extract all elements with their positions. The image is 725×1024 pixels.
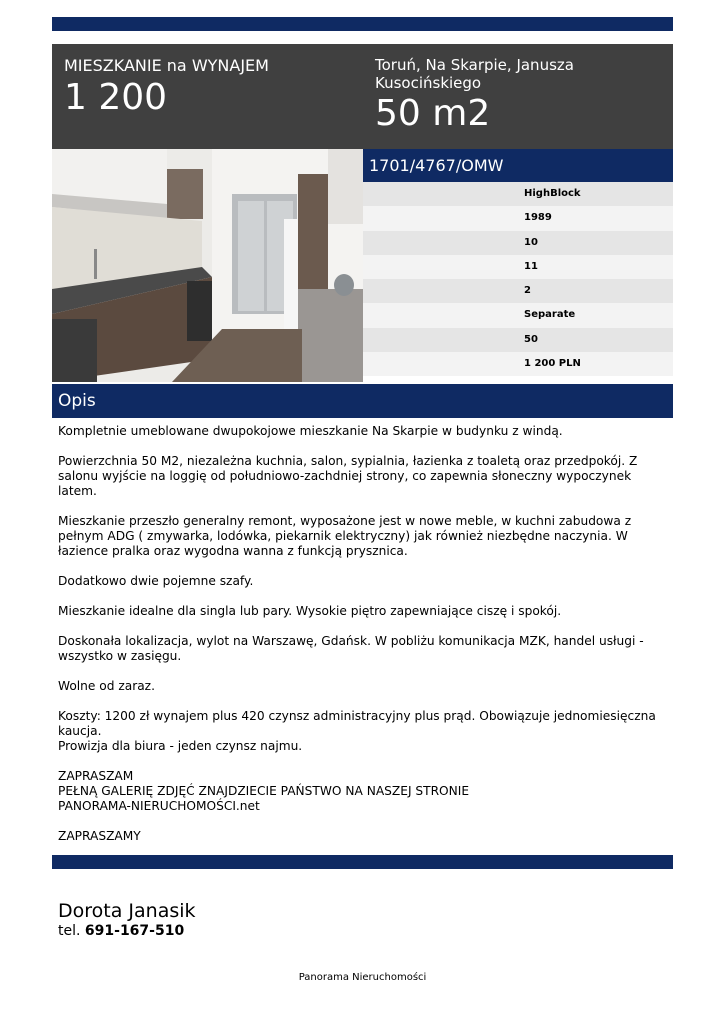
description-paragraph: Dodatkowo dwie pojemne szafy. [58, 574, 254, 588]
detail-row: 1 200 PLN [363, 352, 673, 376]
apartment-photo [52, 149, 363, 382]
description-paragraph: Mieszkanie przeszło generalny remont, wyposażone jest w nowe meble, w kuchni zabudowa z pełnym ADG ( zmywarka, lodówka, piekarnik elektryczny) jak również niezbędne naczynia. W łazience pralka oraz wygodna wanna z funkcją prysznica. [58, 514, 632, 558]
description-paragraph: Kompletnie umeblowane dwupokojowe mieszkanie Na Skarpie w budynku z windą. [58, 424, 563, 438]
detail-row: 11 [363, 255, 673, 279]
phone-number[interactable]: 691-167-510 [84, 923, 185, 939]
bottom-accent-bar [52, 855, 673, 869]
description-paragraph: Wolne od zaraz. [58, 679, 155, 693]
description-paragraph: Koszty: 1200 zł wynajem plus 420 czynsz administracyjny plus prąd. Obowiązuje jednomiesięczna kaucja. Prowizja dla biura - jeden czynsz najmu. [58, 709, 656, 753]
description-paragraph: ZAPRASZAM PEŁNĄ GALERIĘ ZDJĘĆ ZNAJDZIECIE PAŃSTWO NA NASZEJ STRONIE PANORAMA-NIERUCHOMOŚCI.net [58, 769, 470, 813]
phone-label: tel. [58, 923, 81, 939]
description-paragraph: Mieszkanie idealne dla singla lub pary. Wysokie piętro zapewniające ciszę i spokój. [58, 604, 562, 618]
top-accent-bar [52, 17, 673, 31]
price: 1 200 [64, 77, 168, 118]
listing-header [52, 44, 673, 149]
agent-name: Dorota Janasik [58, 900, 196, 922]
description-paragraph: Powierzchnia 50 M2, niezależna kuchnia, salon, sypialnia, łazienka z toaletą oraz przedpokój. Z salonu wyjście na loggię od południowo-zachdniej strony, co zapewnia słoneczny wypoczynek latem. [58, 454, 638, 498]
description-body [58, 424, 658, 859]
detail-row: 2 [363, 279, 673, 303]
deal-type: MIESZKANIE na WYNAJEM [64, 56, 269, 75]
agent-phone-line [58, 922, 196, 940]
detail-row: HighBlock [363, 182, 673, 206]
area: 50 m2 [375, 93, 491, 134]
description-heading: Opis [52, 384, 673, 418]
description-paragraph: ZAPRASZAMY [58, 829, 141, 843]
detail-row: Separate [363, 303, 673, 327]
header-left [64, 56, 354, 118]
detail-row: 50 [363, 328, 673, 352]
detail-row: 10 [363, 231, 673, 255]
location: Toruń, Na Skarpie, Janusza Kusocińskiego [375, 56, 574, 92]
detail-row: 1989 [363, 206, 673, 230]
agent-contact [58, 900, 196, 940]
reference-number: 1701/4767/OMW [363, 149, 673, 182]
listing-details [363, 149, 673, 376]
description-paragraph: Doskonała lokalizacja, wylot na Warszawę, Gdańsk. W pobliżu komunikacja MZK, handel usługi - wszystko w zasięgu. [58, 634, 644, 663]
footer-company: Panorama Nieruchomości [298, 972, 427, 983]
header-right [375, 56, 665, 134]
